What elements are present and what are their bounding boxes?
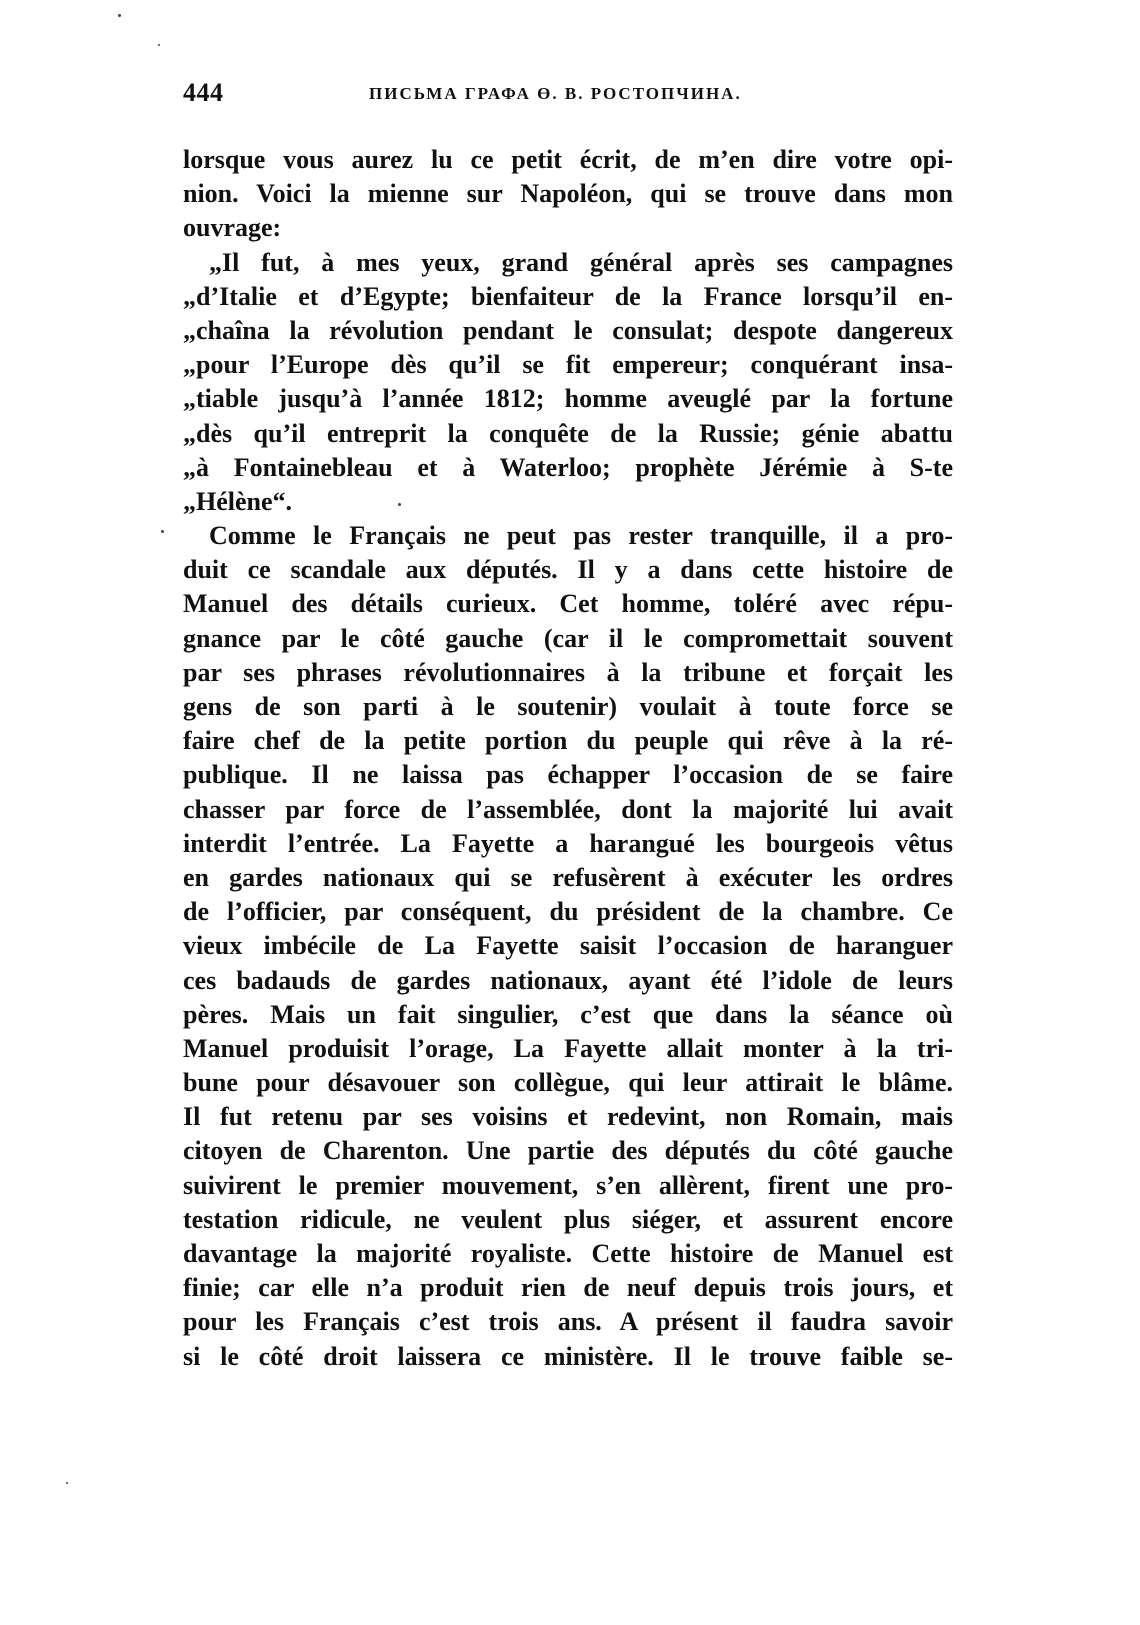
text-line: chasser par force de l’assemblée, dont la majorité lui avait [183, 794, 953, 824]
quote-line: „Il fut, à mes yeux, grand général après ses campagnes [209, 247, 953, 277]
quote-line: „chaîna la révolution pendant le consulat; despote dangereux [183, 315, 953, 345]
text-line: Manuel produisit l’orage, La Fayette allait monter à la tri- [183, 1033, 953, 1063]
page-number: 444 [183, 78, 224, 107]
quote-line: „à Fontainebleau et à Waterloo; prophète Jérémie à S-te [183, 452, 953, 482]
scan-speck [158, 44, 160, 46]
text-line: pour les Français c’est trois ans. A présent il faudra savoir [183, 1307, 953, 1337]
running-title: ПИСЬМА ГРАФА Ө. В. РОСТОПЧИНА. [369, 84, 742, 103]
text-line: duit ce scandale aux députés. Il y a dans cette histoire de [183, 555, 953, 585]
text-line: bune pour désavouer son collègue, qui leur attirait le blâme. [183, 1068, 953, 1098]
text-line: citoyen de Charenton. Une partie des députés du côté gauche [183, 1136, 953, 1166]
scan-speck [398, 503, 401, 506]
text-line: faire chef de la petite portion du peuple qui rêve à la ré- [183, 726, 953, 756]
quote-line: „Hélène“. [183, 486, 293, 516]
text-line: gens de son parti à le soutenir) voulait à toute force se [183, 692, 953, 721]
text-line: davantage la majorité royaliste. Cette histoire de Manuel est [183, 1239, 953, 1268]
text-line: publique. Il ne laissa pas échapper l’occasion de se faire [183, 760, 953, 790]
scan-speck [161, 530, 164, 533]
text-line: Il fut retenu par ses voisins et redevint, non Romain, mais [183, 1102, 953, 1132]
text-line: gnance par le côté gauche (car il le compromettait souvent [183, 623, 953, 653]
text-line: finie; car elle n’a produit rien de neuf depuis trois jours, et [183, 1273, 953, 1303]
text-line: par ses phrases révolutionnaires à la tribune et forçait les [183, 657, 953, 687]
paragraph-first-line: Comme le Français ne peut pas rester tranquille, il a pro- [209, 521, 953, 551]
quote-line: „pour l’Europe dès qu’il se fit empereur; conquérant insa- [183, 350, 953, 380]
text-line: interdit l’entrée. La Fayette a harangué les bourgeois vêtus [183, 828, 953, 858]
body-text [183, 143, 953, 1374]
text-line: si le côté droit laissera ce ministère. Il le trouve faible se- [183, 1341, 953, 1371]
quote-line: „d’Italie et d’Egypte; bienfaiteur de la France lorsqu’il en- [183, 281, 953, 311]
text-line: nion. Voici la mienne sur Napoléon, qui se trouve dans mon [183, 179, 953, 209]
text-line: pères. Mais un fait singulier, c’est que dans la séance où [183, 999, 953, 1029]
scan-speck [66, 1482, 68, 1484]
text-line: Manuel des détails curieux. Cet homme, toléré avec répu- [183, 589, 953, 619]
text-line: vieux imbécile de La Fayette saisit l’occasion de haranguer [183, 931, 953, 961]
text-line: lorsque vous aurez lu ce petit écrit, de m’en dire votre opi- [183, 145, 953, 174]
text-line: ces badauds de gardes nationaux, ayant été l’idole de leurs [183, 965, 953, 995]
text-line: ouvrage: [183, 213, 282, 243]
scan-speck [118, 14, 121, 17]
text-line: testation ridicule, ne veulent plus siéger, et assurent encore [183, 1204, 953, 1234]
running-head [183, 78, 953, 114]
quote-line: „tiable jusqu’à l’année 1812; homme aveuglé par la fortune [183, 384, 953, 414]
text-line: suivirent le premier mouvement, s’en allèrent, firent une pro- [183, 1170, 953, 1200]
text-line: de l’officier, par conséquent, du président de la chambre. Ce [183, 897, 953, 927]
quote-line: „dès qu’il entreprit la conquête de la Russie; génie abattu [183, 418, 953, 448]
text-line: en gardes nationaux qui se refusèrent à exécuter les ordres [183, 862, 953, 892]
